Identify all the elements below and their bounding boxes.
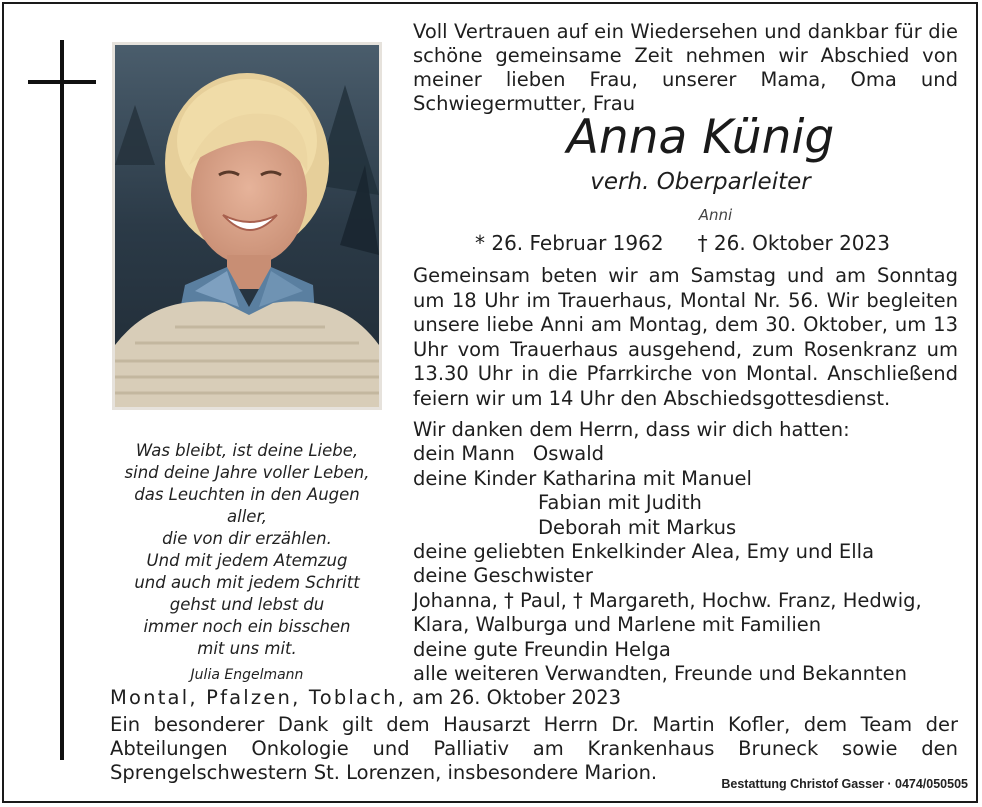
poem-line: gehst und lebst du [169,595,325,614]
poem [112,440,382,686]
deceased-name [413,110,958,166]
nickname [413,206,958,224]
husband-name: Oswald [532,442,605,466]
married-name [413,168,958,196]
child-entry: Katharina mit Manuel [542,466,752,490]
life-dates [475,230,955,256]
family-lead: Wir danken dem Herrn, dass wir dich hatten: [413,418,850,441]
cross-vertical-bar [60,40,64,760]
family-grandchildren: deine geliebten Enkelkinder Alea, Emy und Ella [413,540,875,564]
family-siblings-line: Klara, Walburga und Marlene mit Familien [413,613,822,637]
family-others: alle weiteren Verwandten, Freunde und Bekannten [413,662,907,686]
family-husband-row [413,442,958,466]
birth-date: * 26. Februar 1962 [475,231,664,255]
family-friend: deine gute Freundin Helga [413,637,671,661]
husband-label: dein Mann [413,442,515,466]
place-date-text: am 26. Oktober 2023 [412,686,622,709]
intro-text: Voll Vertrauen auf ein Wiedersehen und dankbar für die schöne gemeinsame Zeit nehmen wir Abschied von meiner lieben Frau, unserer Mama, Oma und Schwiegermutter, Frau [413,20,958,115]
child-entry: Deborah mit Markus [538,515,737,539]
poem-author: Julia Engelmann [190,667,304,683]
deceased-name-text: Anna Künig [566,110,835,165]
family-list [413,418,958,686]
funeral-home-credit: Bestattung Christof Gasser · 0474/050505 [721,777,968,791]
poem-line: das Leuchten in den Augen aller, [134,485,360,526]
portrait-photo [112,42,382,410]
poem-line: sind deine Jahre voller Leben, [124,463,370,482]
child-entry: Fabian mit Judith [538,491,702,515]
place-date [110,686,810,710]
family-siblings-label: deine Geschwister [413,564,593,588]
family-siblings-line: Johanna, † Paul, † Margareth, Hochw. Franz, Hedwig, [413,588,922,612]
poem-line: die von dir erzählen. [162,529,332,548]
poem-line: mit uns mit. [197,639,297,658]
death-date: † 26. Oktober 2023 [697,231,890,255]
prayer-text: Gemeinsam beten wir am Samstag und am Sonntag um 18 Uhr im Trauerhaus, Montal Nr. 56. Wir begleiten unsere liebe Anni am Montag, dem 30. Oktober, um 13 Uhr vom Trauerhaus ausgehend, zum Rosenkranz um 13.30 Uhr in die Pfarrkirche von Montal. Anschließend feiern wir um 14 Uhr den Abschiedsgottesdienst. [413,264,958,410]
family-children-row [413,467,958,491]
portrait-illustration [115,45,379,407]
children-label: deine Kinder [413,466,537,490]
cross-horizontal-bar [28,80,96,84]
married-name-text: verh. Oberparleiter [590,169,811,195]
place-towns: Montal, Pfalzen, Toblach, [110,686,407,709]
poem-line: und auch mit jedem Schritt [134,573,360,592]
poem-line: immer noch ein bisschen [143,617,351,636]
poem-line: Was bleibt, ist deine Liebe, [135,441,359,460]
thanks-text: Ein besonderer Dank gilt dem Hausarzt Herrn Dr. Martin Kofler, dem Team der Abteilungen Onkologie und Palliativ am Krankenhaus Bruneck sowie den Sprengelschwestern St. Lorenzen, insbesondere Marion. [110,713,958,784]
nickname-text: Anni [698,206,733,224]
poem-line: Und mit jedem Atemzug [146,551,348,570]
